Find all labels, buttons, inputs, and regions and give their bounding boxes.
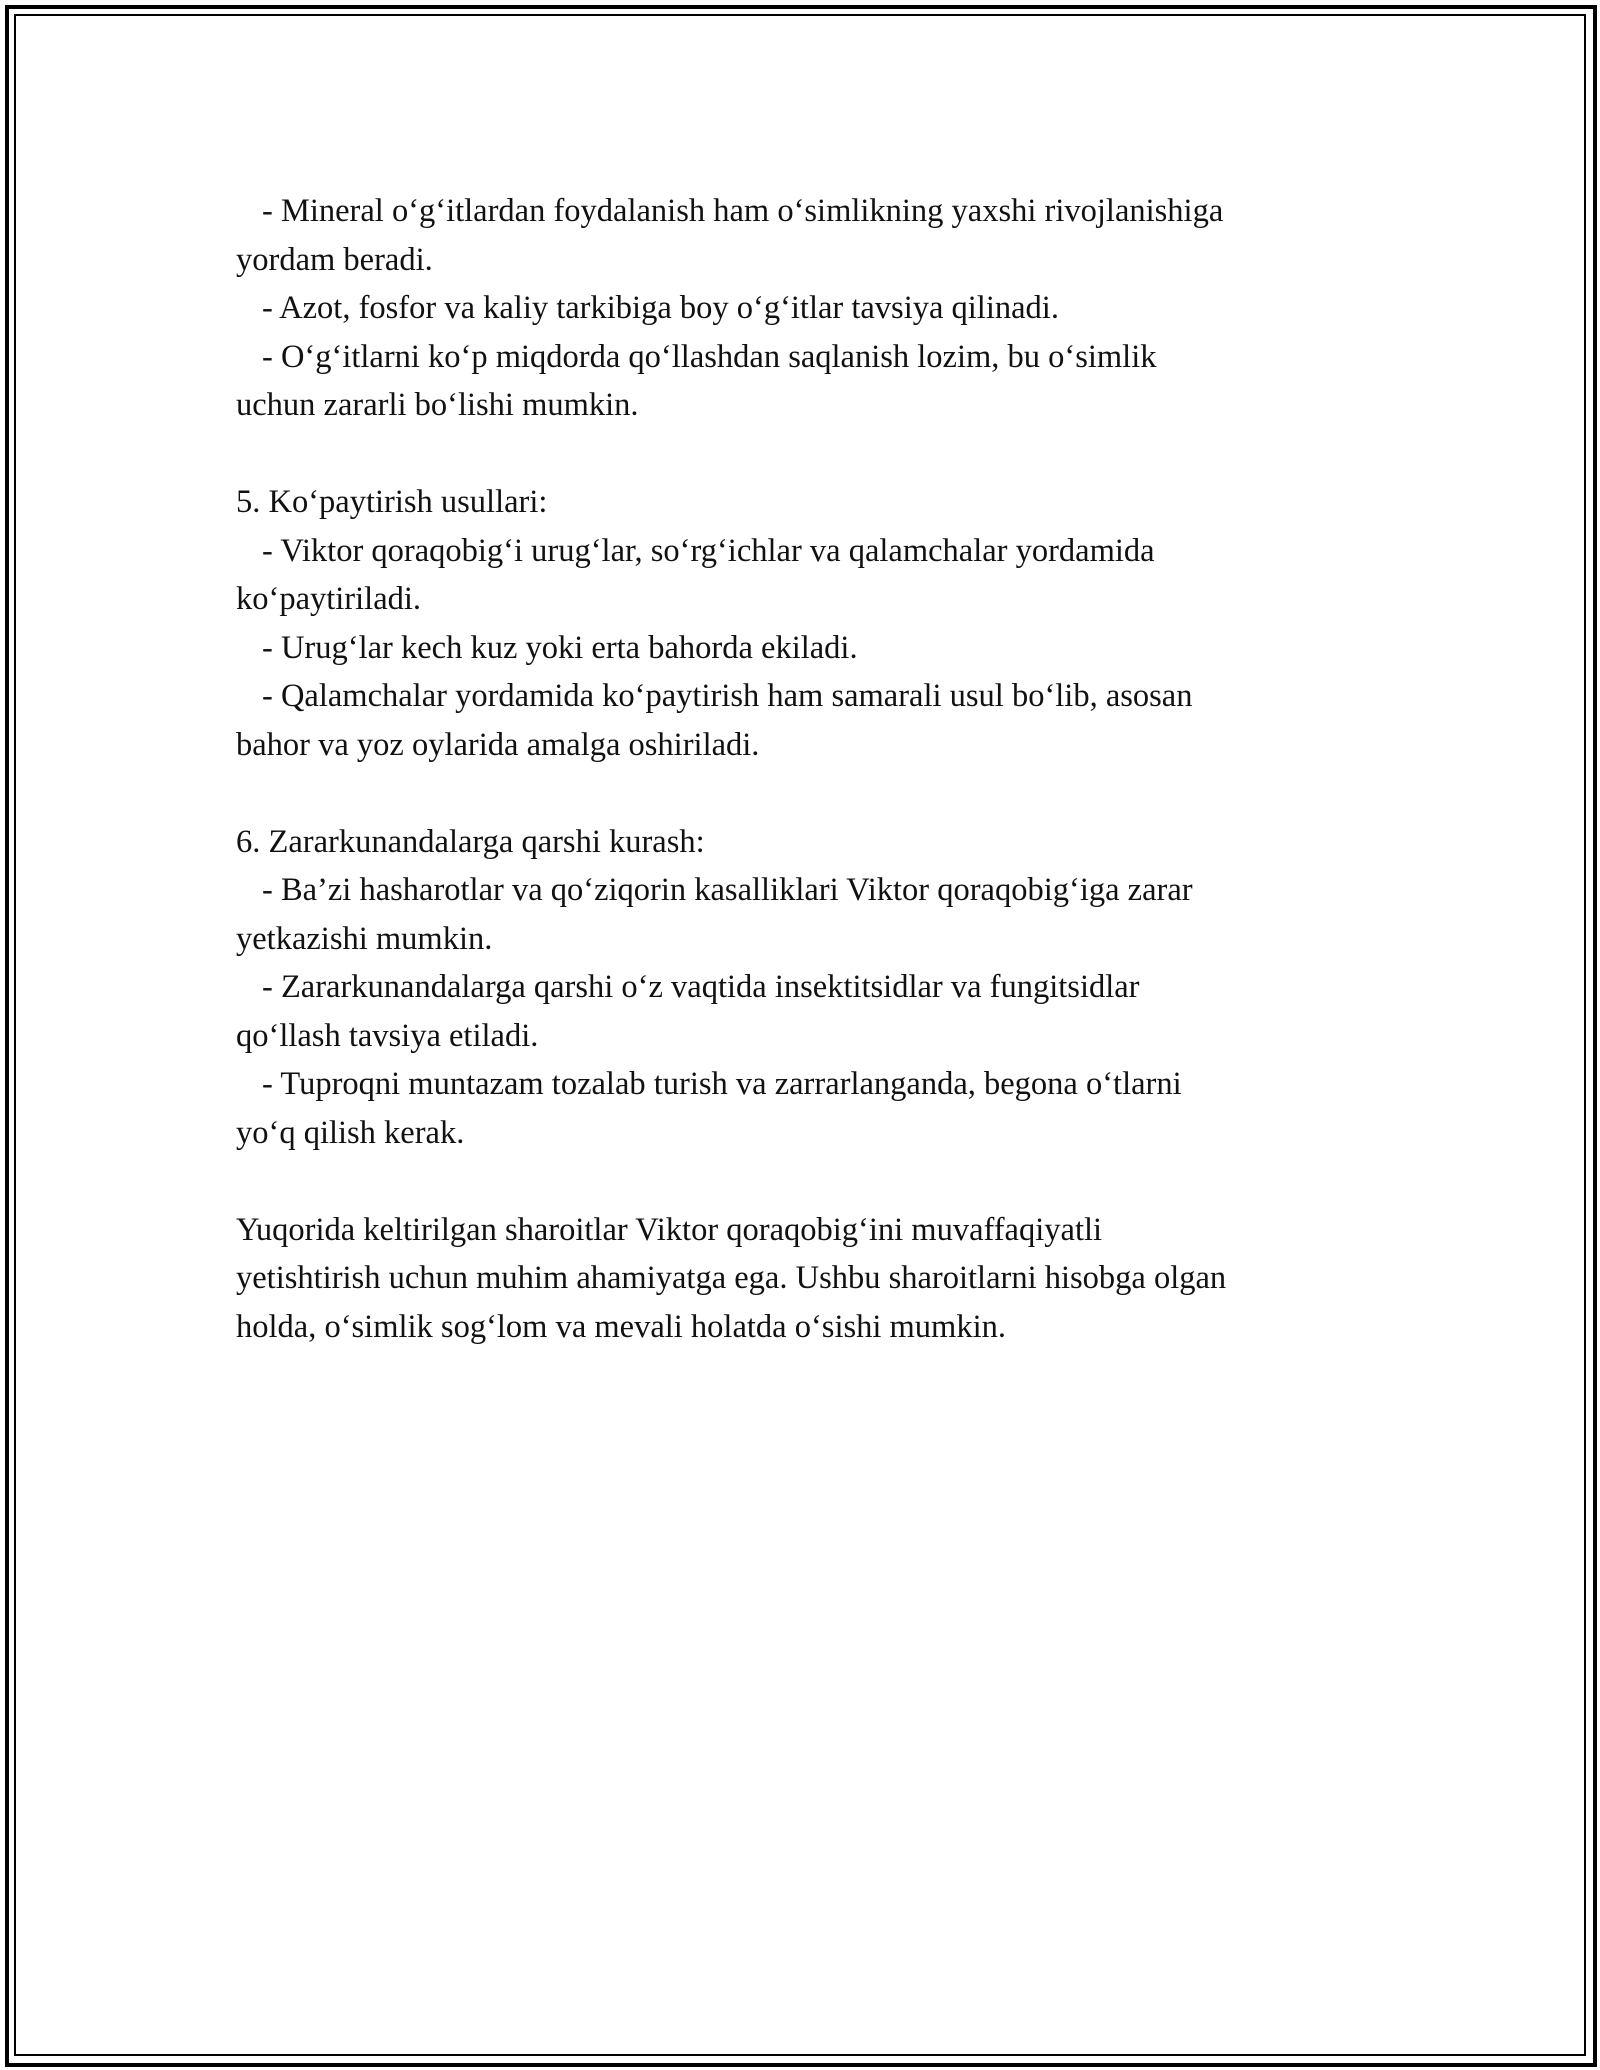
list-item-line: bahor va yoz oylarida amalga oshiriladi. <box>236 726 760 763</box>
list-item <box>236 963 1386 1060</box>
list-item-line: - Tuproqni muntazam tozalab turish va zarrarlanganda, begona o‘tlarni <box>262 1066 1182 1102</box>
section-heading: 6. Zararkunandalarga qarshi kurash: <box>236 823 705 860</box>
list-item-line: - Mineral o‘g‘itlardan foydalanish ham o‘simlikning yaxshi rivojlanishiga <box>262 193 1224 229</box>
list-item-line: - Zararkunandalarga qarshi o‘z vaqtida insektitsidlar va fungitsidlar <box>262 969 1140 1005</box>
list-item <box>236 624 1386 673</box>
list-item-line: yo‘q qilish kerak. <box>236 1114 465 1151</box>
list-item <box>236 1060 1386 1157</box>
list-item-line: ko‘paytiriladi. <box>236 581 422 617</box>
list-item <box>236 527 1386 624</box>
paragraph-gap <box>236 769 1386 818</box>
list-item-line: - Ba’zi hasharotlar va qo‘ziqorin kasalliklari Viktor qoraqobig‘iga zarar <box>262 872 1193 908</box>
paragraph-gap <box>236 430 1386 479</box>
list-item-line: uchun zararli bo‘lishi mumkin. <box>236 387 639 423</box>
list-item <box>236 672 1386 769</box>
section-pest-control <box>236 818 1386 1158</box>
section-fertilizer-items <box>236 187 1386 430</box>
list-item-line: - O‘g‘itlarni ko‘p miqdorda qo‘llashdan saqlanish lozim, bu o‘simlik <box>262 338 1157 375</box>
list-item-line: qo‘llash tavsiya etiladi. <box>236 1017 539 1054</box>
conclusion-line: Yuqorida keltirilgan sharoitlar Viktor qoraqobig‘ini muvaffaqiyatli <box>236 1211 1103 1248</box>
list-item-line: - Azot, fosfor va kaliy tarkibiga boy o‘g‘itlar tavsiya qilinadi. <box>262 290 1059 326</box>
paragraph-gap <box>236 1157 1386 1206</box>
list-item-line: - Qalamchalar yordamida ko‘paytirish ham samarali usul bo‘lib, asosan <box>262 678 1193 714</box>
conclusion-line: holda, o‘simlik sog‘lom va mevali holatda o‘sishi mumkin. <box>236 1308 1006 1345</box>
conclusion-line: yetishtirish uchun muhim ahamiyatga ega. Ushbu sharoitlarni hisobga olgan <box>236 1260 1227 1296</box>
list-item-line: - Viktor qoraqobig‘i urug‘lar, so‘rg‘ichlar va qalamchalar yordamida <box>262 532 1155 569</box>
list-item <box>236 333 1386 430</box>
list-item-line: yetkazishi mumkin. <box>236 920 493 957</box>
list-item <box>236 284 1386 333</box>
section-heading: 5. Ko‘paytirish usullari: <box>236 484 548 520</box>
section-propagation <box>236 478 1386 769</box>
list-item <box>236 187 1386 284</box>
list-item <box>236 866 1386 963</box>
conclusion-paragraph <box>236 1206 1386 1352</box>
list-item-line: yordam beradi. <box>236 241 433 278</box>
list-item-line: - Urug‘lar kech kuz yoki erta bahorda ekiladi. <box>262 629 858 666</box>
document-body <box>236 187 1386 1351</box>
